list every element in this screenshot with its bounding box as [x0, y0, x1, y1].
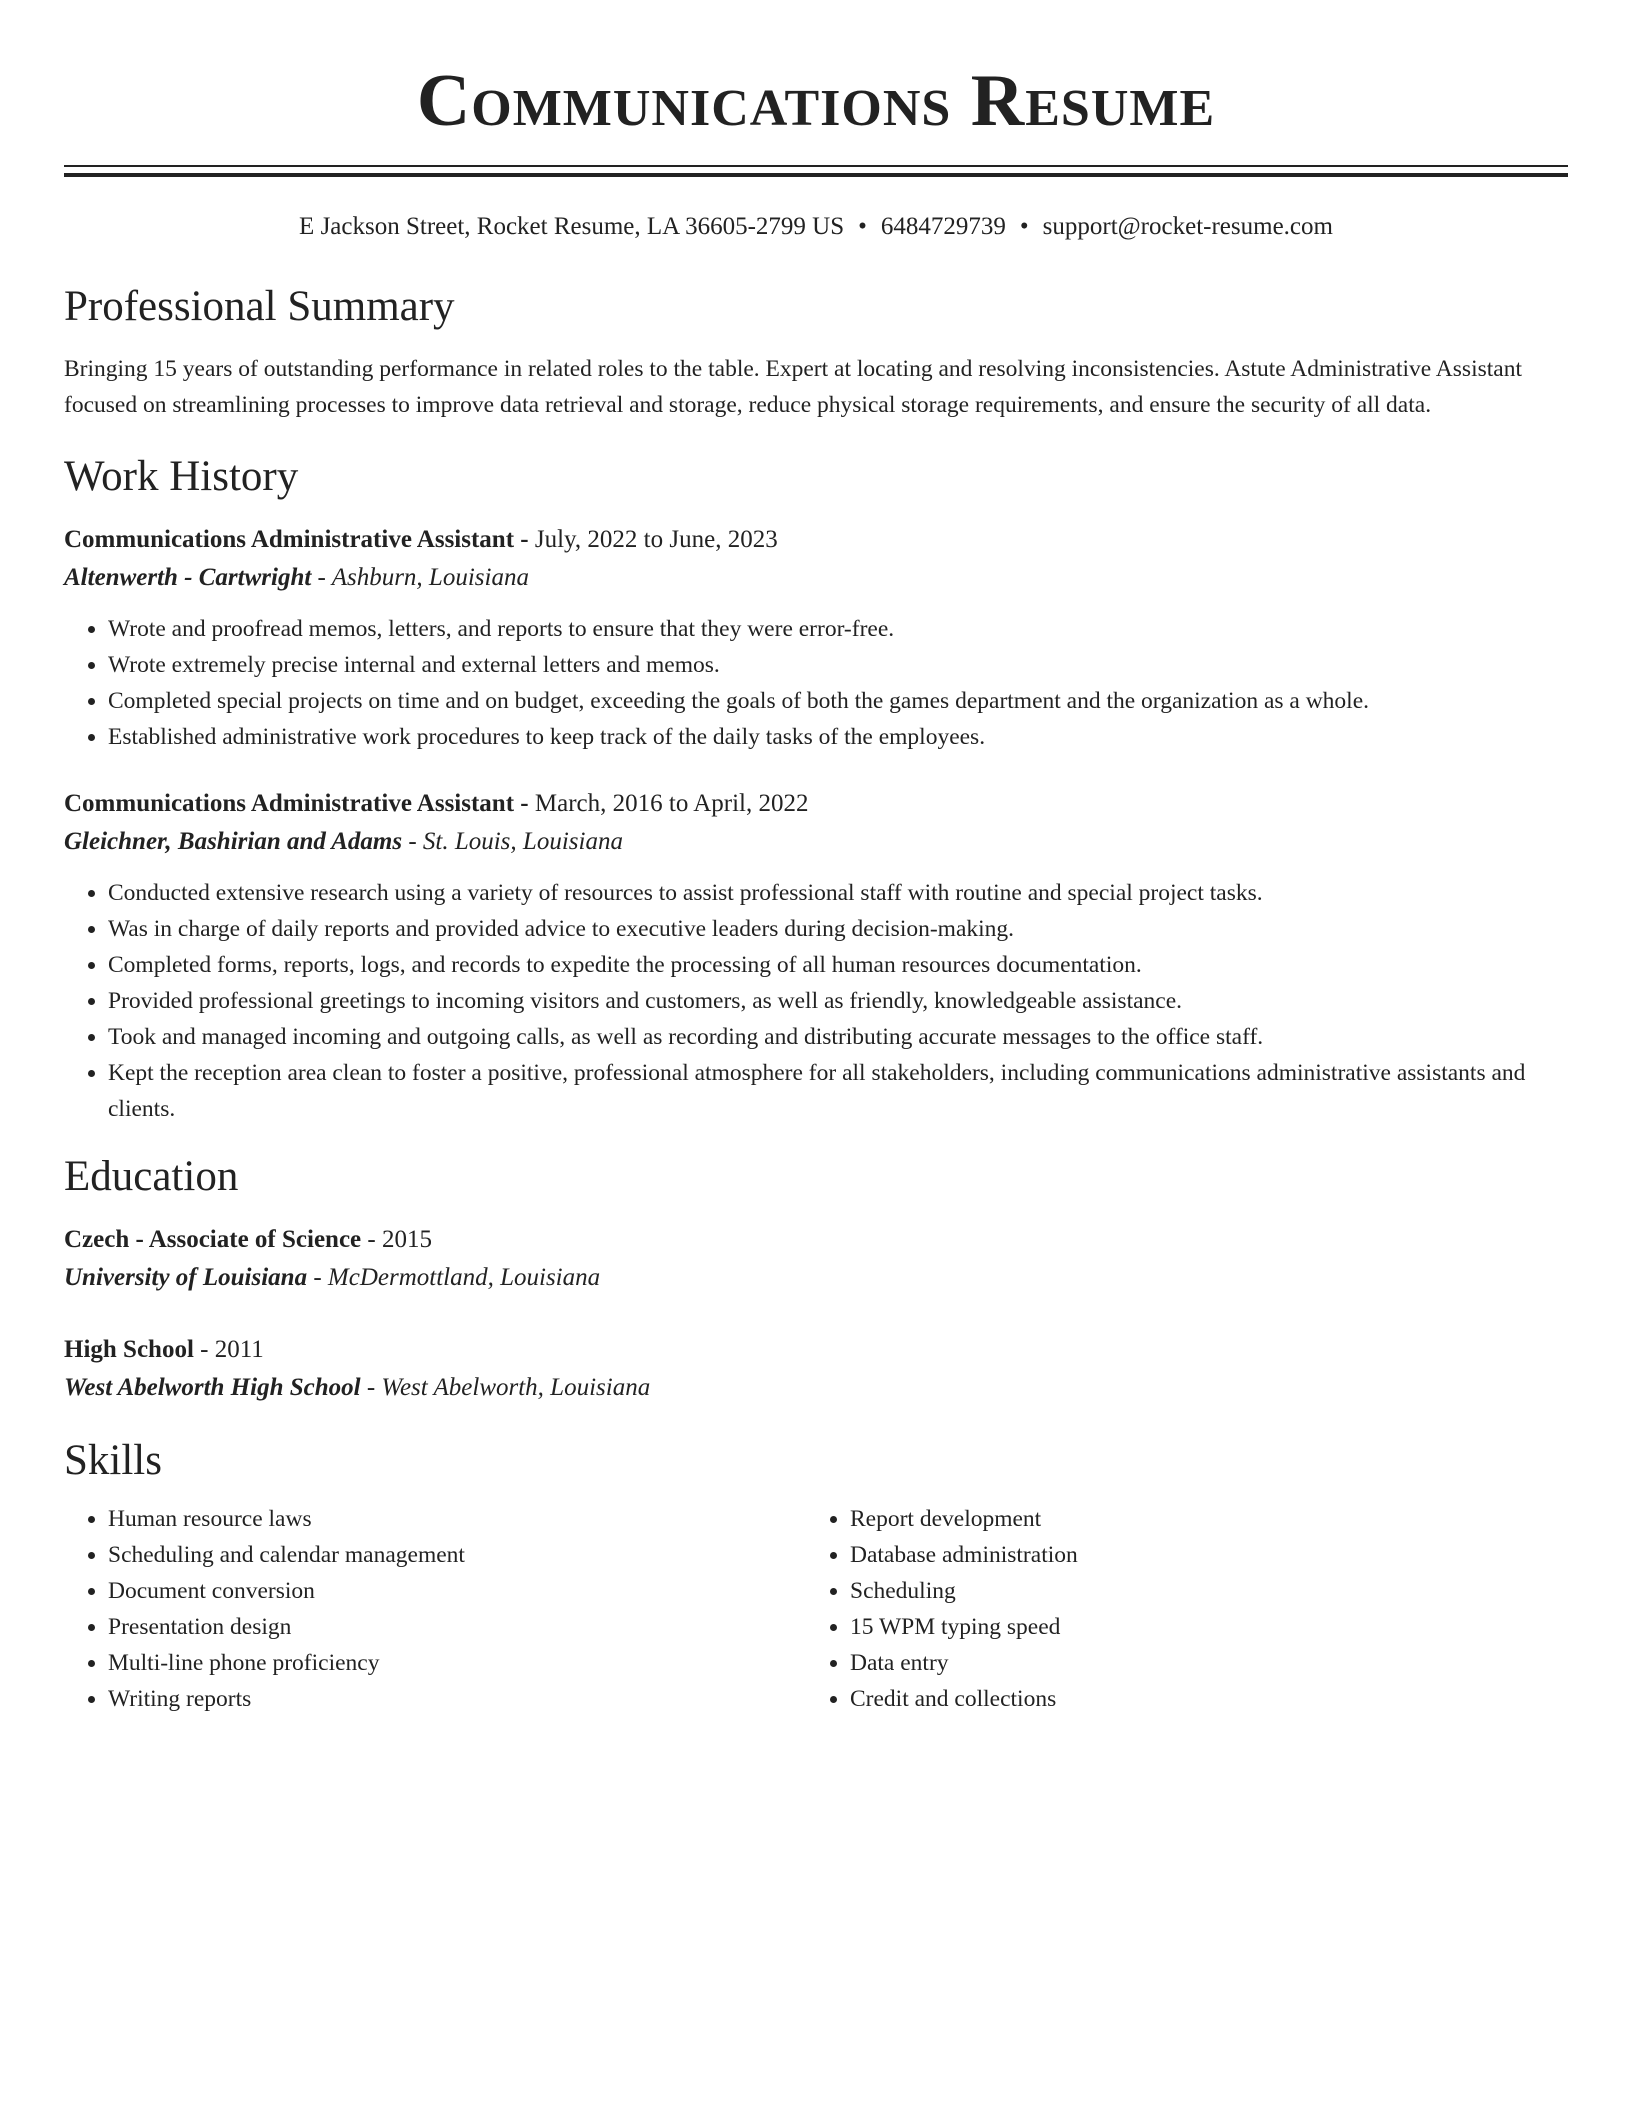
job-bullet: • Kept the reception area clean to foster a positive, professional atmosphere for all stakeholders, including communications administrative assistants and clients. [108, 1055, 1568, 1127]
job-company-line [64, 559, 1568, 597]
job-title-line [64, 785, 1568, 823]
job-dates: March, 2016 to April, 2022 [534, 790, 809, 817]
education-degree: High School [64, 1336, 194, 1363]
job-bullet: • Took and managed incoming and outgoing calls, as well as recording and distributing accurate messages to the office staff. [108, 1019, 1568, 1055]
job-bullet: • Completed special projects on time and on budget, exceeding the goals of both the games department and the organization as a whole. [108, 683, 1568, 719]
job-dates: July, 2022 to June, 2023 [534, 526, 778, 553]
job-title: Communications Administrative Assistant [64, 790, 515, 817]
summary-text: Bringing 15 years of outstanding performance in related roles to the table. Expert at locating and resolving inconsistencies. Astute Administrative Assistant focused on streamlining processes to improve data retrieval and storage, reduce physical storage requirements, and ensure the security of all data. [64, 356, 1522, 418]
skill-item: • Presentation design [108, 1609, 806, 1645]
education-degree-line [64, 1221, 1568, 1259]
divider-thin-line [64, 165, 1568, 167]
education-year: 2015 [381, 1226, 432, 1253]
education-dash: - [366, 1374, 376, 1401]
education-school-line [64, 1369, 1568, 1407]
job-company: Gleichner, Bashirian and Adams [64, 828, 403, 855]
work-history-heading: Work History [64, 453, 299, 500]
job-bullet: • Conducted extensive research using a variety of resources to assist professional staff with routine and special project tasks. [108, 875, 1568, 911]
job-dash: - [520, 790, 529, 817]
job-bullet: • Was in charge of daily reports and provided advice to executive leaders during decision-making. [108, 911, 1568, 947]
skill-item: • Document conversion [108, 1573, 806, 1609]
job-bullet: • Wrote and proofread memos, letters, and reports to ensure that they were error-free. [108, 611, 1568, 647]
skills-grid [64, 1501, 1568, 1717]
job-bullet: • Provided professional greetings to incoming visitors and customers, as well as friendly, knowledgeable assistance. [108, 983, 1568, 1019]
skills-heading: Skills [64, 1437, 162, 1484]
education-dash: - [367, 1226, 376, 1253]
contact-line [64, 211, 1568, 243]
education-school-line [64, 1259, 1568, 1297]
resume-title: Communications Resume [416, 60, 1216, 142]
contact-separator: • [1019, 213, 1029, 240]
job-company: Altenwerth - Cartwright [64, 564, 312, 591]
job-bullets [64, 875, 1568, 1127]
education-degree-line [64, 1331, 1568, 1369]
education-school: University of Louisiana [64, 1264, 308, 1291]
job-location: St. Louis, Louisiana [422, 828, 623, 855]
education-entry [64, 1331, 1568, 1407]
skills-column-left [64, 1501, 806, 1717]
job-location: Ashburn, Louisiana [331, 564, 529, 591]
job-entry [64, 785, 1568, 1127]
education-location: McDermottland, Louisiana [327, 1264, 601, 1291]
education-location: West Abelworth, Louisiana [381, 1374, 651, 1401]
summary-heading: Professional Summary [64, 283, 455, 330]
job-bullet: • Wrote extremely precise internal and external letters and memos. [108, 647, 1568, 683]
skills-list [806, 1501, 1548, 1717]
contact-address: E Jackson Street, Rocket Resume, LA 36605-2799 US [299, 213, 845, 240]
education-heading: Education [64, 1153, 239, 1200]
job-dash: - [520, 526, 529, 553]
education-dash: - [200, 1336, 209, 1363]
job-dash: - [408, 828, 417, 855]
job-entry [64, 521, 1568, 755]
skill-item: • Multi-line phone proficiency [108, 1645, 806, 1681]
job-dash: - [317, 564, 326, 591]
education-school: West Abelworth High School [64, 1374, 361, 1401]
skill-item: • Database administration [850, 1537, 1548, 1573]
education-dash: - [313, 1264, 322, 1291]
skill-item: • Human resource laws [108, 1501, 806, 1537]
skills-list [64, 1501, 806, 1717]
contact-phone: 6484729739 [880, 213, 1006, 240]
divider-thick-line [64, 173, 1568, 177]
skill-item: • Scheduling and calendar management [108, 1537, 806, 1573]
education-year: 2011 [214, 1336, 264, 1363]
skill-item: • Report development [850, 1501, 1548, 1537]
job-title: Communications Administrative Assistant [64, 526, 515, 553]
job-bullets [64, 611, 1568, 755]
contact-separator: • [858, 213, 867, 240]
skill-item: • Credit and collections [850, 1681, 1548, 1717]
job-bullet: • Completed forms, reports, logs, and records to expedite the processing of all human resources documentation. [108, 947, 1568, 983]
skill-item: • Data entry [850, 1645, 1548, 1681]
job-company-line [64, 823, 1568, 861]
education-entry [64, 1221, 1568, 1297]
job-title-line [64, 521, 1568, 559]
skill-item: • Writing reports [108, 1681, 806, 1717]
contact-email: support@rocket-resume.com [1042, 213, 1333, 240]
skill-item: • 15 WPM typing speed [850, 1609, 1548, 1645]
skill-item: • Scheduling [850, 1573, 1548, 1609]
job-bullet: • Established administrative work procedures to keep track of the daily tasks of the employees. [108, 719, 1568, 755]
education-degree: Czech - Associate of Science [64, 1226, 362, 1253]
title-divider [64, 165, 1568, 177]
skills-column-right [806, 1501, 1548, 1717]
